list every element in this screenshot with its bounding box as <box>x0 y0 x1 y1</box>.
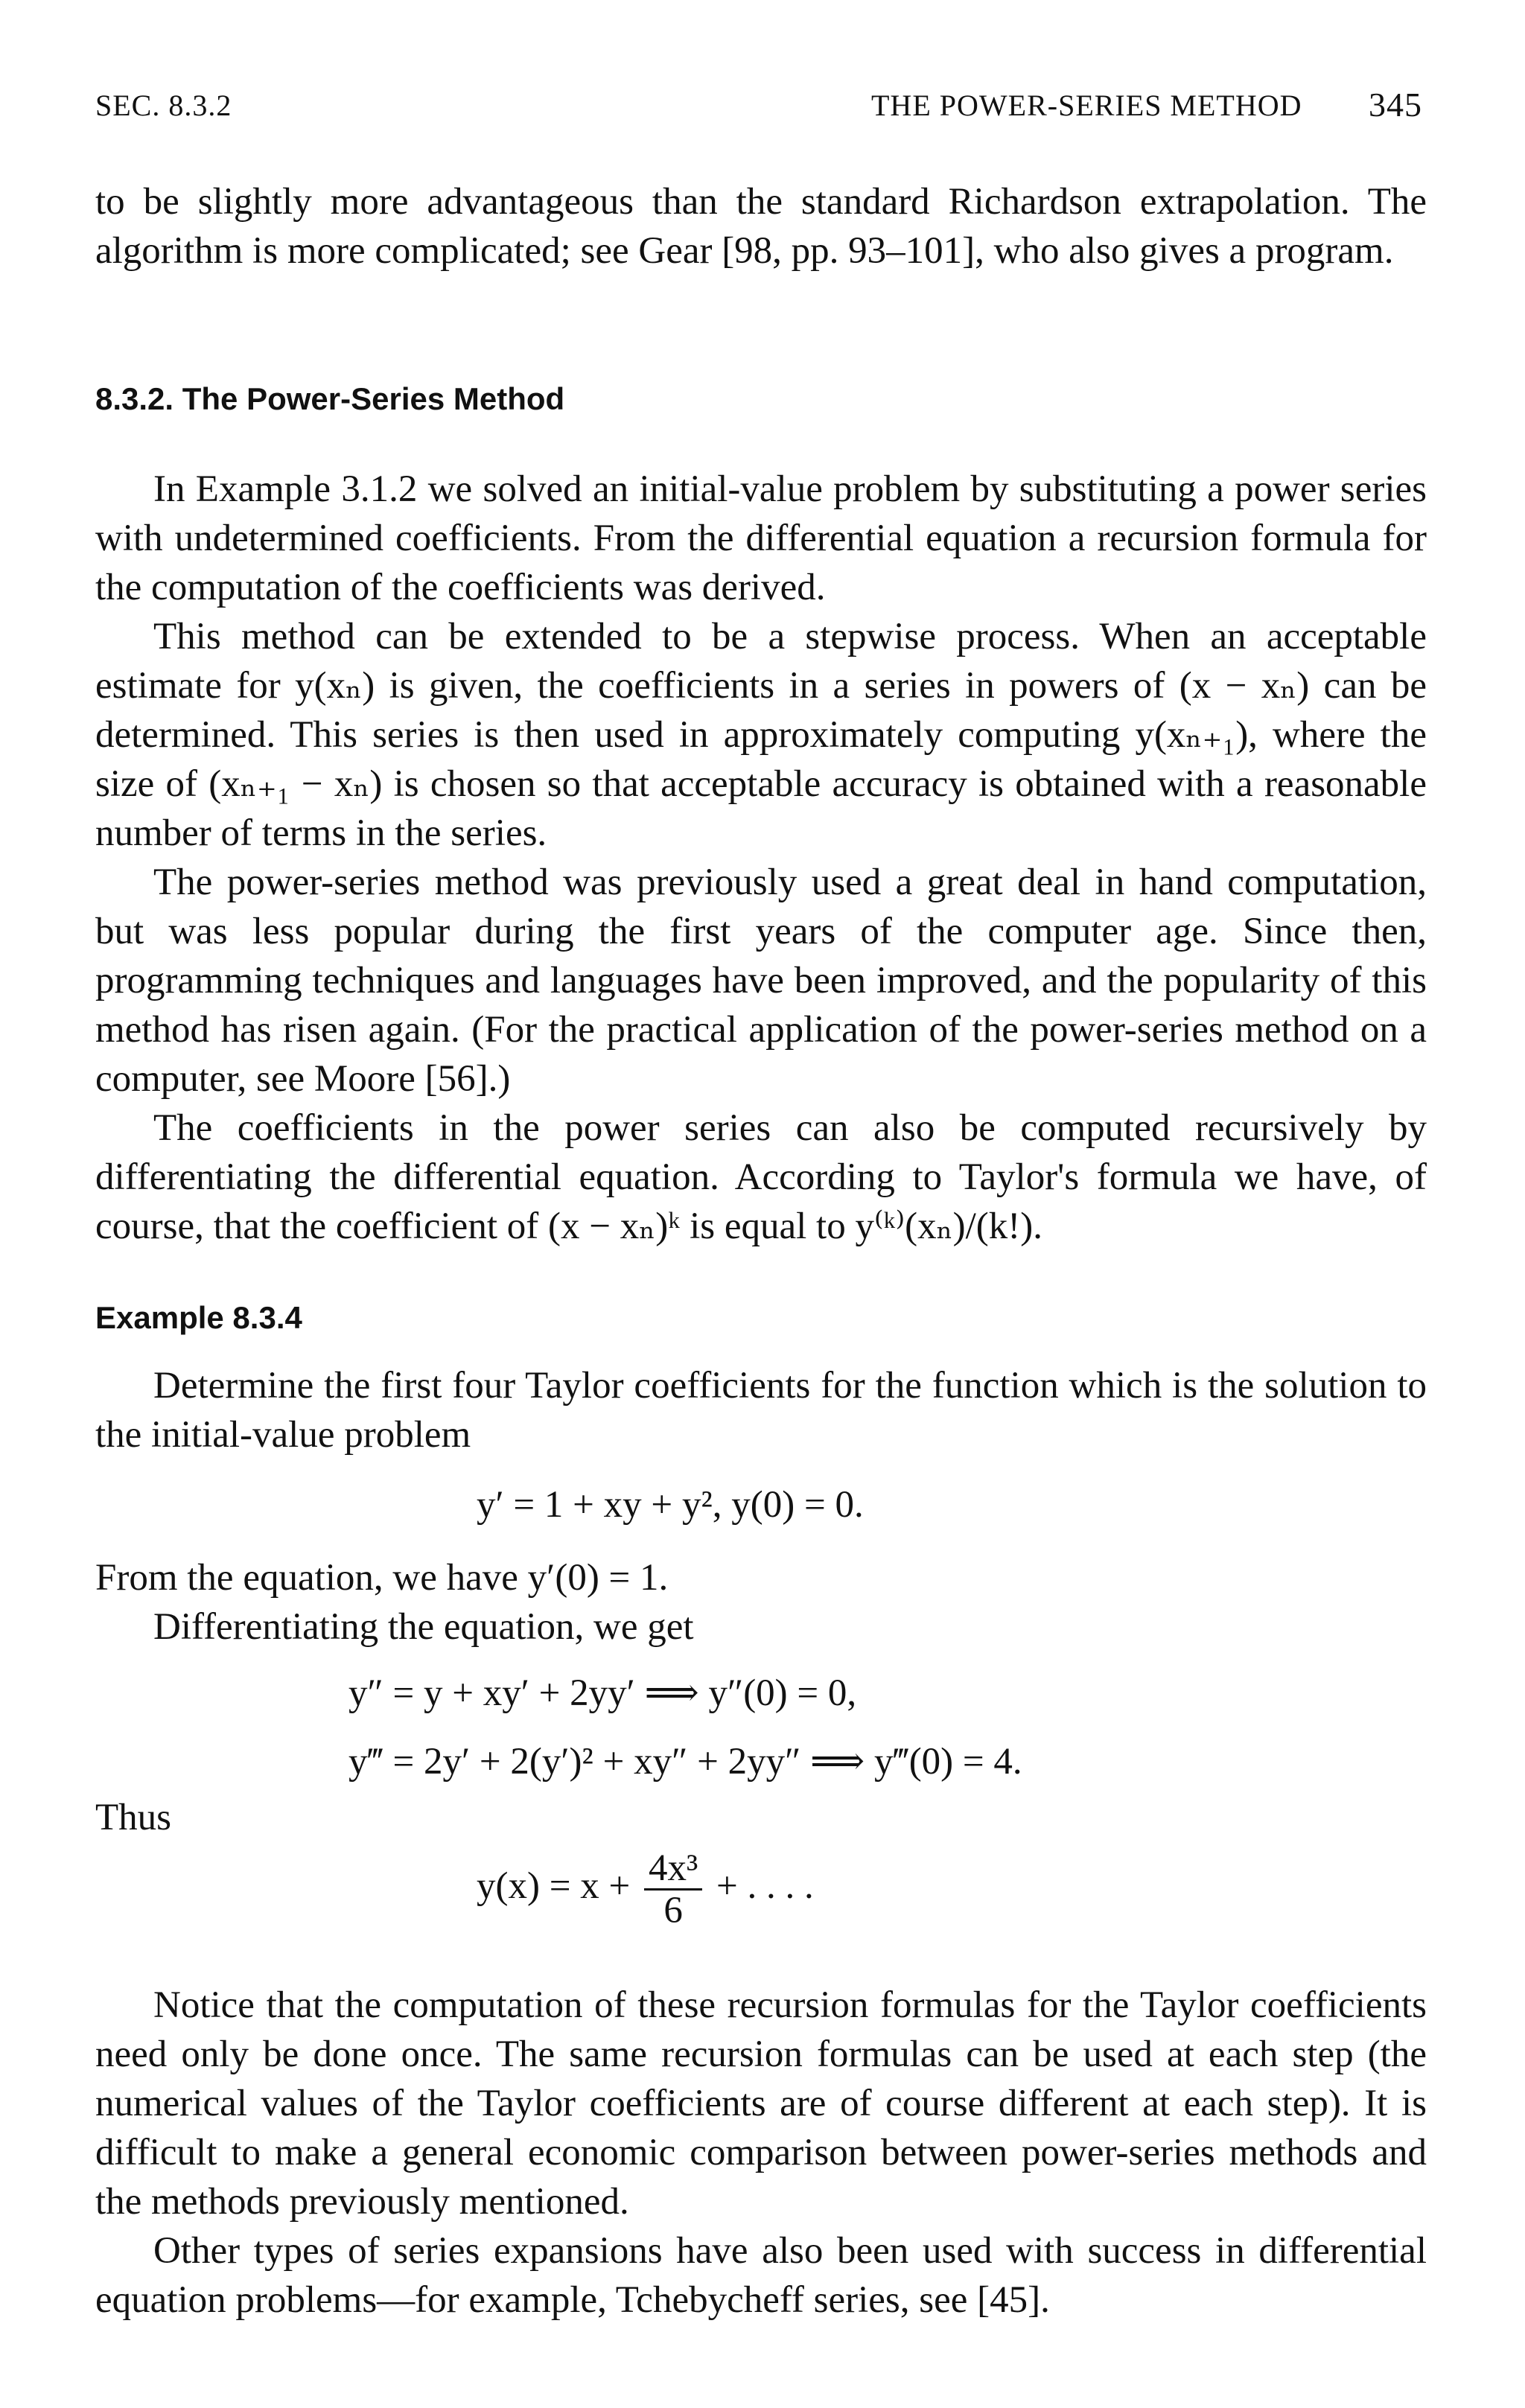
series-rhs: + . . . . <box>716 1865 814 1908</box>
section-heading: 8.3.2. The Power-Series Method <box>95 381 565 416</box>
fraction-denominator: 6 <box>663 1890 683 1931</box>
running-head-title: THE POWER-SERIES METHOD <box>871 89 1302 122</box>
closing-body <box>95 1981 1427 2325</box>
paragraph: The coefficients in the power series can also be computed recursively by differentiating the differential equation. According to Taylor's formula we have, of course, that the coefficient of (x − xₙ)ᵏ is equal to y⁽ᵏ⁾(xₙ)/(k!). <box>95 1107 1427 1247</box>
paragraph: This method can be extended to be a stepwise process. When an acceptable estimate for y(xₙ) is given, the coefficients in a series in powers of (x − xₙ) can be determined. This series is then used in approximately computing y(xₙ₊₁), where the size of (xₙ₊₁ − xₙ) is chosen so that acceptable accuracy is obtained with a reasonable number of terms in the series. <box>95 616 1427 854</box>
series-lhs: y(x) = x + <box>477 1865 631 1908</box>
paragraph: Notice that the computation of these recursion formulas for the Taylor coefficients need only be done once. The same recursion formulas can be used at each step (the numerical values of the Taylor coefficients are of course different at each step). It is difficult to make a general economic comparison between power-series methods and the methods previously mentioned. <box>95 1984 1427 2223</box>
equation-series <box>477 1848 814 1931</box>
example-intro: Determine the first four Taylor coefficients for the function which is the solution to the initial-value problem <box>95 1365 1427 1456</box>
running-head-section: SEC. 8.3.2 <box>95 89 232 122</box>
opening-paragraph-block <box>95 177 1427 275</box>
page-number: 345 <box>1369 86 1422 124</box>
paragraph: In Example 3.1.2 we solved an initial-value problem by substituting a power series with undetermined coefficients. From the differential equation a recursion formula for the computation of the coefficients was derived. <box>95 468 1427 608</box>
text-line: Thus <box>95 1797 171 1838</box>
series-fraction <box>644 1848 702 1931</box>
equation-second-derivative: y″ = y + xy′ + 2yy′ ⟹ y″(0) = 0, <box>348 1672 857 1714</box>
example-intro-block <box>95 1361 1427 1459</box>
text-line: From the equation, we have y′(0) = 1. <box>95 1557 669 1599</box>
opening-paragraph: to be slightly more advantageous than the standard Richardson extrapolation. The algorithm is more complicated; see Gear [98, pp. 93–101], who also gives a program. <box>95 181 1427 272</box>
section-body <box>95 465 1427 1251</box>
equation-third-derivative: y‴ = 2y′ + 2(y′)² + xy″ + 2yy″ ⟹ y‴(0) = 4. <box>348 1741 1022 1783</box>
paragraph: Other types of series expansions have also been used with success in differential equation problems—for example, Tchebycheff series, see [45]. <box>95 2230 1427 2321</box>
paragraph: The power-series method was previously used a great deal in hand computation, but was less popular during the first years of the computer age. Since then, programming techniques and languages have been improved, and the popularity of this method has risen again. (For the practical application of the power-series method on a computer, see Moore [56].) <box>95 861 1427 1100</box>
example-heading: Example 8.3.4 <box>95 1300 302 1335</box>
example-steps <box>95 1553 1427 1651</box>
fraction-numerator: 4x³ <box>644 1848 702 1891</box>
text-line: Differentiating the equation, we get <box>153 1606 694 1648</box>
equation-ivp: y′ = 1 + xy + y², y(0) = 0. <box>477 1484 864 1526</box>
thus-line <box>95 1793 1427 1842</box>
